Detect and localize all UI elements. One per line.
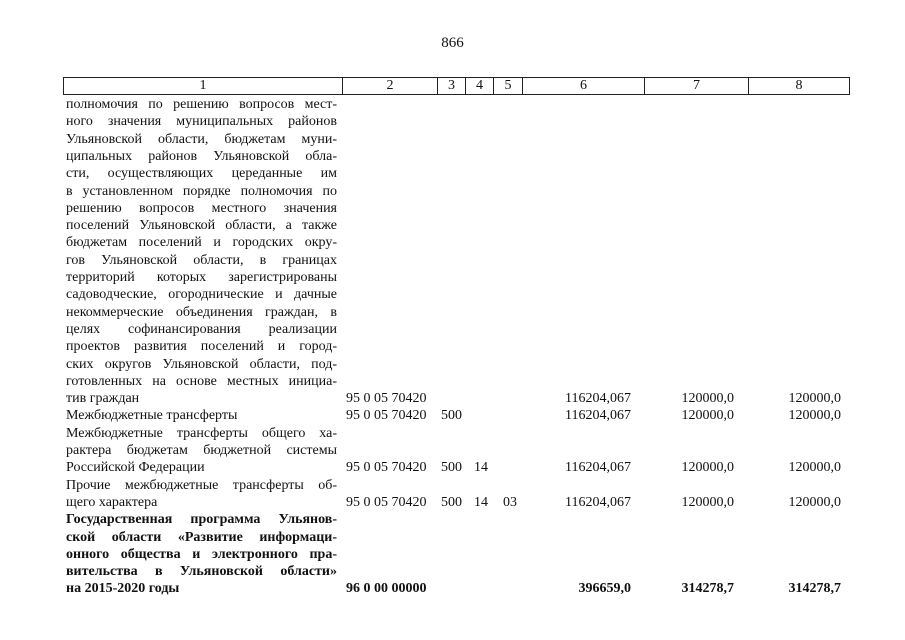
cell-v6: 116204,067 bbox=[565, 408, 631, 424]
row-description-line: вительства в Ульяновской области» bbox=[66, 564, 337, 580]
cell-v6: 396659,0 bbox=[578, 581, 631, 597]
row-description-line: Межбюджетные трансферты bbox=[66, 408, 238, 424]
header-col-3: 3 bbox=[438, 78, 466, 94]
cell-code: 95 0 05 70420 bbox=[346, 494, 427, 510]
row-description-line: проектов развития поселений и город- bbox=[66, 339, 337, 355]
row-description-line: Прочие межбюджетные трансферты об- bbox=[66, 477, 337, 493]
header-col-8: 8 bbox=[795, 78, 803, 93]
page-number: 866 bbox=[441, 35, 464, 51]
row-description-line: ного значения муниципальных районов bbox=[66, 114, 337, 130]
row-description-line: готовленных на основе местных инициа- bbox=[66, 373, 337, 389]
cell-v8: 120000,0 bbox=[788, 391, 841, 407]
row-description-line: Государственная программа Ульянов- bbox=[66, 512, 337, 528]
row-description-line: рактера бюджетам бюджетной системы bbox=[66, 443, 337, 458]
row-description-line: ских округов Ульяновской области, под- bbox=[66, 356, 337, 372]
row-description-line: Межбюджетные трансферты общего ха- bbox=[66, 425, 337, 441]
cell-code: 95 0 05 70420 bbox=[346, 460, 427, 476]
cell-pr: 03 bbox=[503, 494, 517, 510]
row-description-line: сти, осуществляющих цереданные им bbox=[66, 166, 337, 182]
cell-code: 96 0 00 00000 bbox=[346, 581, 427, 597]
cell-v6: 116204,067 bbox=[565, 391, 631, 407]
row-description-line: садоводческие, огороднические и дачные bbox=[66, 287, 337, 303]
row-description-line: тив граждан bbox=[66, 391, 140, 407]
row-description-line: онного общества и электронного пра- bbox=[66, 546, 337, 562]
cell-v8: 314278,7 bbox=[788, 581, 841, 597]
row-description-line: гов Ульяновской области, в границах bbox=[66, 252, 337, 268]
header-col-7: 7 bbox=[645, 78, 749, 94]
row-description-line: ципальных районов Ульяновской обла- bbox=[66, 148, 337, 164]
row-description-line: в установленном порядке полномочия по bbox=[66, 183, 337, 199]
row-description-line: Российской Федерации bbox=[66, 460, 205, 476]
cell-vr: 500 bbox=[441, 494, 462, 510]
header-col-1: 1 bbox=[64, 78, 343, 94]
header-col-6: 6 bbox=[523, 78, 645, 94]
cell-v8: 120000,0 bbox=[788, 460, 841, 476]
row-description-line: некоммерческие объединения граждан, в bbox=[66, 304, 337, 320]
row-description-line: целях софинансирования реализации bbox=[66, 321, 337, 337]
cell-v7: 120000,0 bbox=[681, 494, 734, 510]
cell-v6: 116204,067 bbox=[565, 494, 631, 510]
header-col-4: 4 bbox=[466, 78, 494, 94]
row-description-line: решению вопросов местного значения bbox=[66, 200, 337, 216]
row-description-line: на 2015-2020 годы bbox=[66, 581, 180, 597]
row-description-line: бюджетам поселений и городских окру- bbox=[66, 235, 337, 251]
row-description-line: территорий которых зарегистрированы bbox=[66, 270, 337, 285]
cell-vr: 500 bbox=[441, 460, 462, 476]
cell-v7: 120000,0 bbox=[681, 460, 734, 476]
table-header bbox=[63, 77, 850, 95]
cell-rz: 14 bbox=[474, 494, 488, 510]
cell-v7: 314278,7 bbox=[681, 581, 734, 597]
cell-v8: 120000,0 bbox=[788, 494, 841, 510]
row-description-line: щего характера bbox=[66, 494, 158, 510]
cell-v7: 120000,0 bbox=[681, 408, 734, 424]
cell-v7: 120000,0 bbox=[681, 391, 734, 407]
header-col-5: 5 bbox=[494, 78, 523, 94]
header-col-2: 2 bbox=[343, 78, 438, 94]
row-description-line: ской области «Развитие информаци- bbox=[66, 529, 337, 545]
cell-code: 95 0 05 70420 bbox=[346, 408, 427, 424]
row-description-line: полномочия по решению вопросов мест- bbox=[66, 97, 337, 112]
row-description-line: поселений Ульяновской области, а также bbox=[66, 218, 337, 234]
cell-v6: 116204,067 bbox=[565, 460, 631, 476]
row-description-line: Ульяновской области, бюджетам муни- bbox=[66, 131, 337, 147]
cell-rz: 14 bbox=[474, 460, 488, 476]
cell-code: 95 0 05 70420 bbox=[346, 391, 427, 407]
cell-v8: 120000,0 bbox=[788, 408, 841, 424]
cell-vr: 500 bbox=[441, 408, 462, 424]
